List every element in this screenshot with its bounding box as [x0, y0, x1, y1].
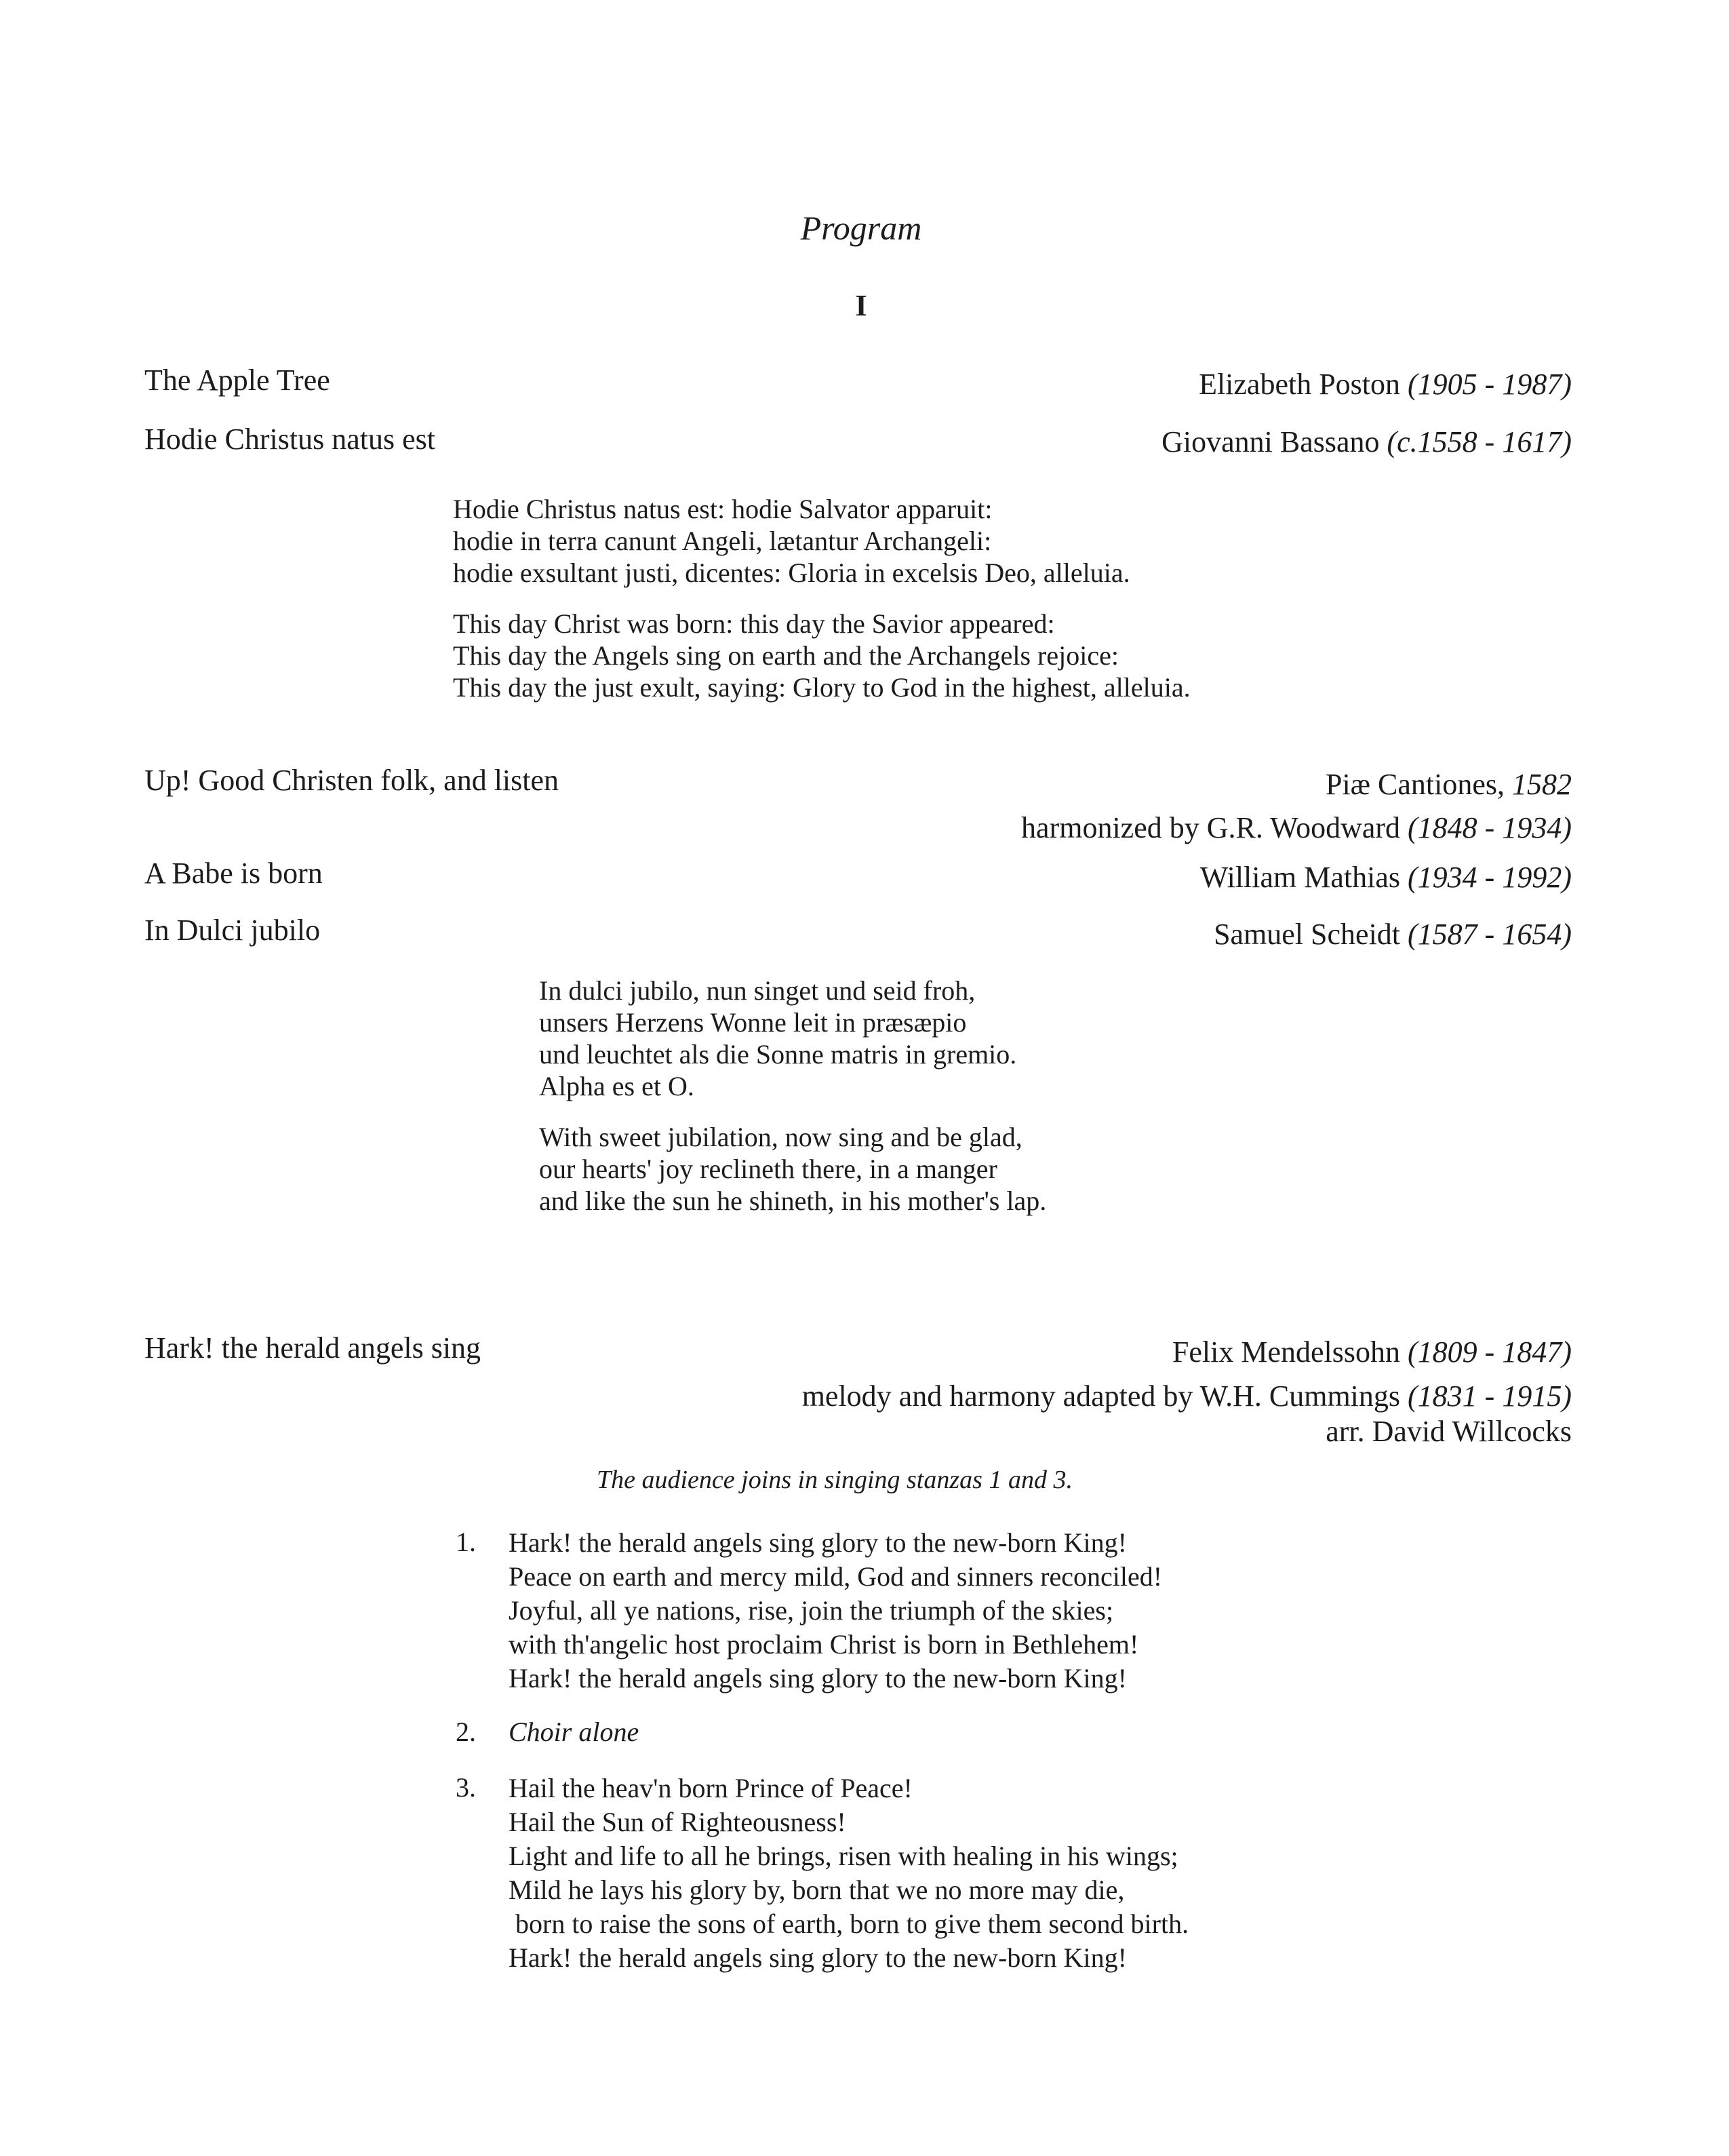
arranger-name: harmonized by G.R. Woodward — [1021, 811, 1401, 844]
source-year: 1582 — [1512, 768, 1572, 801]
source-up-good — [1326, 767, 1572, 802]
composer-hodie — [1161, 425, 1572, 459]
source-name: Piæ Cantiones, — [1325, 768, 1505, 801]
lyric-line: our hearts' joy reclineth there, in a manger — [539, 1154, 997, 1184]
arranger-hark: arr. David Willcocks — [1326, 1415, 1572, 1448]
composer-name: Giovanni Bassano — [1161, 425, 1380, 458]
adapter-name: melody and harmony adapted by W.H. Cummings — [801, 1379, 1401, 1413]
audience-note: The audience joins in singing stanzas 1 and 3. — [597, 1466, 1073, 1494]
lyric-line: Hodie Christus natus est: hodie Salvator apparuit: — [453, 494, 993, 524]
lyric-line: Hail the heav'n born Prince of Peace! — [509, 1773, 913, 1803]
lyric-line: Hail the Sun of Righteousness! — [509, 1807, 846, 1837]
lyric-line: This day Christ was born: this day the Savior appeared: — [453, 608, 1055, 639]
stanza-number: 1. — [456, 1527, 476, 1557]
page-title: Program — [800, 209, 922, 247]
lyric-line: With sweet jubilation, now sing and be glad, — [539, 1122, 1022, 1152]
stanza-3 — [509, 1771, 1189, 1975]
work-title-babe: A Babe is born — [144, 857, 323, 890]
lyric-line: Hark! the herald angels sing glory to the new-born King! — [509, 1527, 1127, 1558]
composer-dates: (c.1558 - 1617) — [1387, 425, 1572, 458]
lyric-line: Light and life to all he brings, risen with healing in his wings; — [509, 1841, 1178, 1871]
stanza-number: 2. — [456, 1717, 476, 1747]
lyric-line: Joyful, all ye nations, rise, join the triumph of the skies; — [509, 1595, 1114, 1626]
work-title-dulci: In Dulci jubilo — [144, 914, 321, 947]
composer-name: Elizabeth Poston — [1199, 368, 1401, 401]
lyrics-hodie — [453, 493, 1191, 703]
section-numeral: I — [855, 289, 867, 322]
lyric-line: Hark! the herald angels sing glory to the new-born King! — [509, 1663, 1127, 1693]
work-title-apple-tree: The Apple Tree — [144, 364, 330, 397]
composer-dates: (1905 - 1987) — [1408, 368, 1572, 401]
lyric-line: Peace on earth and mercy mild, God and sinners reconciled! — [509, 1561, 1163, 1592]
lyric-line: Hark! the herald angels sing glory to the new-born King! — [509, 1942, 1127, 1973]
composer-name: William Mathias — [1199, 861, 1401, 894]
adapter-dates: (1831 - 1915) — [1408, 1379, 1572, 1413]
composer-dates: (1934 - 1992) — [1408, 861, 1572, 894]
lyric-line: Mild he lays his glory by, born that we no more may die, — [509, 1875, 1125, 1905]
stanza-2-choir-alone: Choir alone — [509, 1717, 639, 1747]
lyric-line: This day the just exult, saying: Glory to God in the highest, alleluia. — [453, 672, 1191, 703]
lyric-line: born to raise the sons of earth, born to give them second birth. — [509, 1908, 1189, 1939]
lyric-line: hodie in terra canunt Angeli, lætantur Archangeli: — [453, 526, 992, 556]
lyric-line: unsers Herzens Wonne leit in præsæpio — [539, 1007, 967, 1038]
lyric-line: In dulci jubilo, nun singet und seid froh, — [539, 975, 976, 1006]
arranger-up-good — [1021, 810, 1572, 845]
lyric-line: und leuchtet als die Sonne matris in gremio. — [539, 1039, 1017, 1070]
composer-hark — [1172, 1335, 1572, 1369]
lyric-line: This day the Angels sing on earth and the Archangels rejoice: — [453, 640, 1119, 671]
composer-dulci — [1214, 917, 1572, 952]
work-title-hodie: Hodie Christus natus est — [144, 423, 435, 456]
composer-name: Samuel Scheidt — [1214, 918, 1401, 951]
stanza-number: 3. — [456, 1772, 476, 1803]
lyric-line: and like the sun he shineth, in his mother's lap. — [539, 1185, 1047, 1216]
adapter-hark — [802, 1379, 1572, 1413]
lyric-line: with th'angelic host proclaim Christ is born in Bethlehem! — [509, 1629, 1139, 1660]
composer-apple-tree — [1199, 367, 1572, 401]
stanza-1 — [509, 1526, 1162, 1696]
work-title-up-good: Up! Good Christen folk, and listen — [144, 764, 559, 797]
composer-dates: (1809 - 1847) — [1408, 1335, 1572, 1369]
lyrics-dulci — [539, 975, 1046, 1217]
arranger-dates: (1848 - 1934) — [1408, 811, 1572, 844]
lyric-line: Alpha es et O. — [539, 1071, 694, 1101]
composer-name: Felix Mendelssohn — [1172, 1335, 1401, 1369]
lyric-line: hodie exsultant justi, dicentes: Gloria in excelsis Deo, alleluia. — [453, 557, 1130, 588]
composer-dates: (1587 - 1654) — [1408, 918, 1572, 951]
work-title-hark: Hark! the herald angels sing — [144, 1331, 481, 1365]
composer-babe — [1200, 860, 1572, 895]
